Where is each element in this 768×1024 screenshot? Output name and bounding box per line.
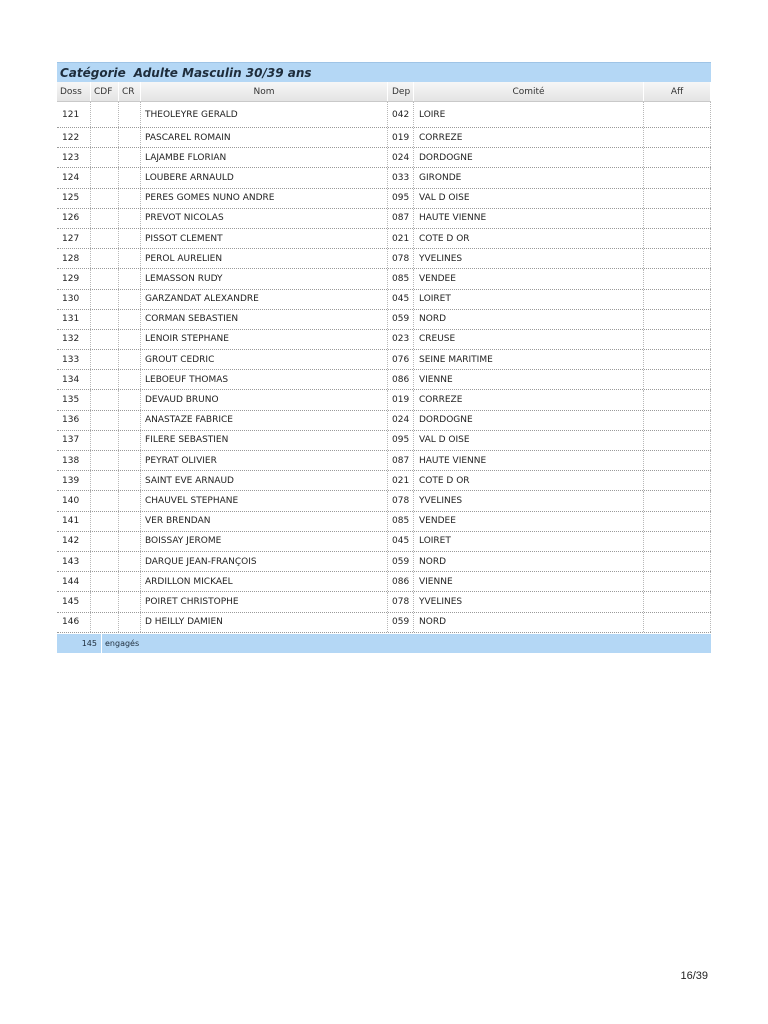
table-row <box>57 102 711 128</box>
cell-cdf <box>91 168 119 187</box>
col-header-dep: Dep <box>388 82 414 101</box>
cell-dep: 042 <box>388 102 414 127</box>
table-row <box>57 411 711 431</box>
table-row <box>57 310 711 330</box>
cell-nom: GARZANDAT ALEXANDRE <box>141 290 388 309</box>
cell-aff <box>644 390 711 409</box>
cell-aff <box>644 168 711 187</box>
cell-comite: YVELINES <box>414 592 644 611</box>
cell-dep: 085 <box>388 269 414 288</box>
table-row <box>57 370 711 390</box>
cell-nom: LEMASSON RUDY <box>141 269 388 288</box>
cell-dep: 085 <box>388 512 414 531</box>
table-row <box>57 532 711 552</box>
cell-comite: VENDEE <box>414 269 644 288</box>
cell-cr <box>119 512 141 531</box>
cell-cdf <box>91 209 119 228</box>
cell-nom: POIRET CHRISTOPHE <box>141 592 388 611</box>
cell-cdf <box>91 451 119 470</box>
cell-dep: 095 <box>388 189 414 208</box>
cell-cdf <box>91 431 119 450</box>
cell-nom: D HEILLY DAMIEN <box>141 613 388 632</box>
cell-comite: YVELINES <box>414 249 644 268</box>
table-row <box>57 209 711 229</box>
table-row <box>57 431 711 451</box>
cell-doss: 125 <box>57 189 91 208</box>
cell-dep: 078 <box>388 249 414 268</box>
cell-aff <box>644 148 711 167</box>
cell-comite: VIENNE <box>414 370 644 389</box>
cell-cdf <box>91 148 119 167</box>
cell-nom: PEROL AURELIEN <box>141 249 388 268</box>
table-body <box>57 102 711 633</box>
cell-comite: LOIRE <box>414 102 644 127</box>
cell-dep: 024 <box>388 148 414 167</box>
cell-cdf <box>91 128 119 147</box>
table-row <box>57 552 711 572</box>
category-bar <box>57 62 711 82</box>
cell-cr <box>119 330 141 349</box>
col-header-aff: Aff <box>644 82 711 101</box>
cell-nom: CORMAN SEBASTIEN <box>141 310 388 329</box>
cell-cr <box>119 411 141 430</box>
entries-sheet <box>57 62 711 653</box>
cell-doss: 136 <box>57 411 91 430</box>
cell-dep: 095 <box>388 431 414 450</box>
cell-cr <box>119 249 141 268</box>
cell-dep: 023 <box>388 330 414 349</box>
cell-comite: DORDOGNE <box>414 411 644 430</box>
cell-dep: 045 <box>388 532 414 551</box>
cell-cr <box>119 128 141 147</box>
cell-doss: 130 <box>57 290 91 309</box>
col-header-nom: Nom <box>141 82 388 101</box>
cell-cr <box>119 613 141 632</box>
cell-dep: 024 <box>388 411 414 430</box>
cell-cr <box>119 532 141 551</box>
cell-aff <box>644 451 711 470</box>
cell-nom: CHAUVEL STEPHANE <box>141 491 388 510</box>
cell-aff <box>644 209 711 228</box>
cell-cr <box>119 552 141 571</box>
cell-doss: 146 <box>57 613 91 632</box>
table-row <box>57 269 711 289</box>
entries-count: 145 <box>81 638 97 648</box>
cell-comite: NORD <box>414 310 644 329</box>
cell-comite: HAUTE VIENNE <box>414 451 644 470</box>
cell-comite: SEINE MARITIME <box>414 350 644 369</box>
cell-cr <box>119 209 141 228</box>
cell-aff <box>644 370 711 389</box>
cell-aff <box>644 330 711 349</box>
cell-aff <box>644 229 711 248</box>
cell-aff <box>644 512 711 531</box>
cell-cdf <box>91 370 119 389</box>
cell-cdf <box>91 552 119 571</box>
cell-cr <box>119 310 141 329</box>
cell-nom: DEVAUD BRUNO <box>141 390 388 409</box>
cell-doss: 139 <box>57 471 91 490</box>
cell-doss: 143 <box>57 552 91 571</box>
cell-dep: 045 <box>388 290 414 309</box>
cell-cr <box>119 370 141 389</box>
cell-comite: COTE D OR <box>414 229 644 248</box>
cell-cdf <box>91 229 119 248</box>
col-header-cdf: CDF <box>91 82 119 101</box>
cell-comite: COTE D OR <box>414 471 644 490</box>
cell-aff <box>644 431 711 450</box>
cell-cr <box>119 168 141 187</box>
table-row <box>57 572 711 592</box>
cell-cdf <box>91 411 119 430</box>
cell-doss: 126 <box>57 209 91 228</box>
cell-dep: 059 <box>388 613 414 632</box>
cell-comite: GIRONDE <box>414 168 644 187</box>
category-label: Catégorie <box>60 65 126 80</box>
cell-comite: YVELINES <box>414 491 644 510</box>
table-row <box>57 128 711 148</box>
cell-nom: ARDILLON MICKAEL <box>141 572 388 591</box>
cell-cdf <box>91 310 119 329</box>
cell-dep: 076 <box>388 350 414 369</box>
cell-nom: VER BRENDAN <box>141 512 388 531</box>
cell-cr <box>119 189 141 208</box>
cell-aff <box>644 491 711 510</box>
cell-comite: LOIRET <box>414 532 644 551</box>
cell-dep: 086 <box>388 572 414 591</box>
table-row <box>57 390 711 410</box>
cell-dep: 086 <box>388 370 414 389</box>
cell-doss: 140 <box>57 491 91 510</box>
col-header-cr: CR <box>119 82 141 101</box>
cell-nom: LAJAMBE FLORIAN <box>141 148 388 167</box>
cell-cdf <box>91 512 119 531</box>
cell-nom: DARQUE JEAN-FRANÇOIS <box>141 552 388 571</box>
cell-doss: 132 <box>57 330 91 349</box>
cell-doss: 121 <box>57 102 91 127</box>
table-row <box>57 471 711 491</box>
cell-cr <box>119 491 141 510</box>
cell-doss: 124 <box>57 168 91 187</box>
cell-comite: VAL D OISE <box>414 431 644 450</box>
cell-cdf <box>91 532 119 551</box>
cell-comite: VAL D OISE <box>414 189 644 208</box>
cell-nom: BOISSAY JEROME <box>141 532 388 551</box>
cell-doss: 128 <box>57 249 91 268</box>
cell-aff <box>644 269 711 288</box>
cell-dep: 078 <box>388 592 414 611</box>
table-row <box>57 613 711 633</box>
cell-dep: 059 <box>388 310 414 329</box>
cell-comite: CORREZE <box>414 128 644 147</box>
cell-nom: PEYRAT OLIVIER <box>141 451 388 470</box>
cell-cr <box>119 350 141 369</box>
cell-cr <box>119 572 141 591</box>
cell-doss: 137 <box>57 431 91 450</box>
table-row <box>57 330 711 350</box>
cell-nom: LENOIR STEPHANE <box>141 330 388 349</box>
cell-cdf <box>91 290 119 309</box>
cell-nom: ANASTAZE FABRICE <box>141 411 388 430</box>
cell-aff <box>644 552 711 571</box>
entries-label: engagés <box>101 634 139 653</box>
table-row <box>57 592 711 612</box>
cell-aff <box>644 613 711 632</box>
cell-aff <box>644 189 711 208</box>
cell-aff <box>644 102 711 127</box>
cell-comite: VIENNE <box>414 572 644 591</box>
cell-nom: PREVOT NICOLAS <box>141 209 388 228</box>
cell-dep: 033 <box>388 168 414 187</box>
cell-cdf <box>91 330 119 349</box>
table-row <box>57 491 711 511</box>
cell-cdf <box>91 592 119 611</box>
table-row <box>57 512 711 532</box>
cell-aff <box>644 532 711 551</box>
table-row <box>57 451 711 471</box>
cell-cr <box>119 229 141 248</box>
cell-doss: 123 <box>57 148 91 167</box>
cell-doss: 127 <box>57 229 91 248</box>
cell-doss: 142 <box>57 532 91 551</box>
cell-cdf <box>91 189 119 208</box>
cell-dep: 087 <box>388 451 414 470</box>
table-row <box>57 350 711 370</box>
cell-cdf <box>91 491 119 510</box>
cell-dep: 087 <box>388 209 414 228</box>
cell-aff <box>644 290 711 309</box>
cell-cdf <box>91 613 119 632</box>
cell-dep: 078 <box>388 491 414 510</box>
category-name: Adulte Masculin 30/39 ans <box>133 65 312 80</box>
cell-doss: 145 <box>57 592 91 611</box>
table-row <box>57 249 711 269</box>
cell-doss: 131 <box>57 310 91 329</box>
footer-bar <box>57 634 711 653</box>
cell-comite: VENDEE <box>414 512 644 531</box>
cell-cdf <box>91 102 119 127</box>
cell-comite: CORREZE <box>414 390 644 409</box>
cell-cdf <box>91 350 119 369</box>
cell-nom: LEBOEUF THOMAS <box>141 370 388 389</box>
cell-dep: 019 <box>388 390 414 409</box>
cell-aff <box>644 471 711 490</box>
cell-dep: 021 <box>388 471 414 490</box>
table-row <box>57 148 711 168</box>
col-header-comite: Comité <box>414 82 644 101</box>
cell-doss: 129 <box>57 269 91 288</box>
cell-cdf <box>91 269 119 288</box>
cell-doss: 122 <box>57 128 91 147</box>
cell-aff <box>644 572 711 591</box>
cell-aff <box>644 128 711 147</box>
cell-nom: LOUBERE ARNAULD <box>141 168 388 187</box>
cell-cr <box>119 471 141 490</box>
table-row <box>57 168 711 188</box>
cell-cr <box>119 269 141 288</box>
cell-cr <box>119 451 141 470</box>
table-header <box>57 82 711 102</box>
cell-doss: 144 <box>57 572 91 591</box>
cell-dep: 059 <box>388 552 414 571</box>
cell-comite: LOIRET <box>414 290 644 309</box>
cell-doss: 133 <box>57 350 91 369</box>
table-row <box>57 290 711 310</box>
cell-dep: 019 <box>388 128 414 147</box>
cell-dep: 021 <box>388 229 414 248</box>
cell-aff <box>644 310 711 329</box>
cell-nom: SAINT EVE ARNAUD <box>141 471 388 490</box>
cell-aff <box>644 249 711 268</box>
cell-nom: PASCAREL ROMAIN <box>141 128 388 147</box>
cell-cdf <box>91 390 119 409</box>
cell-comite: DORDOGNE <box>414 148 644 167</box>
cell-cdf <box>91 471 119 490</box>
cell-cdf <box>91 572 119 591</box>
cell-cdf <box>91 249 119 268</box>
cell-cr <box>119 148 141 167</box>
cell-comite: NORD <box>414 552 644 571</box>
cell-doss: 135 <box>57 390 91 409</box>
cell-comite: HAUTE VIENNE <box>414 209 644 228</box>
cell-cr <box>119 592 141 611</box>
cell-nom: PISSOT CLEMENT <box>141 229 388 248</box>
cell-doss: 141 <box>57 512 91 531</box>
table-row <box>57 229 711 249</box>
cell-aff <box>644 592 711 611</box>
cell-cr <box>119 290 141 309</box>
cell-nom: GROUT CEDRIC <box>141 350 388 369</box>
cell-comite: CREUSE <box>414 330 644 349</box>
cell-comite: NORD <box>414 613 644 632</box>
cell-doss: 134 <box>57 370 91 389</box>
cell-doss: 138 <box>57 451 91 470</box>
cell-aff <box>644 411 711 430</box>
table-row <box>57 189 711 209</box>
cell-nom: FILERE SEBASTIEN <box>141 431 388 450</box>
cell-nom: PERES GOMES NUNO ANDRE <box>141 189 388 208</box>
page-number: 16/39 <box>680 970 708 982</box>
cell-nom: THEOLEYRE GERALD <box>141 102 388 127</box>
cell-aff <box>644 350 711 369</box>
cell-cr <box>119 390 141 409</box>
cell-cr <box>119 431 141 450</box>
cell-cr <box>119 102 141 127</box>
col-header-doss: Doss <box>57 82 91 101</box>
